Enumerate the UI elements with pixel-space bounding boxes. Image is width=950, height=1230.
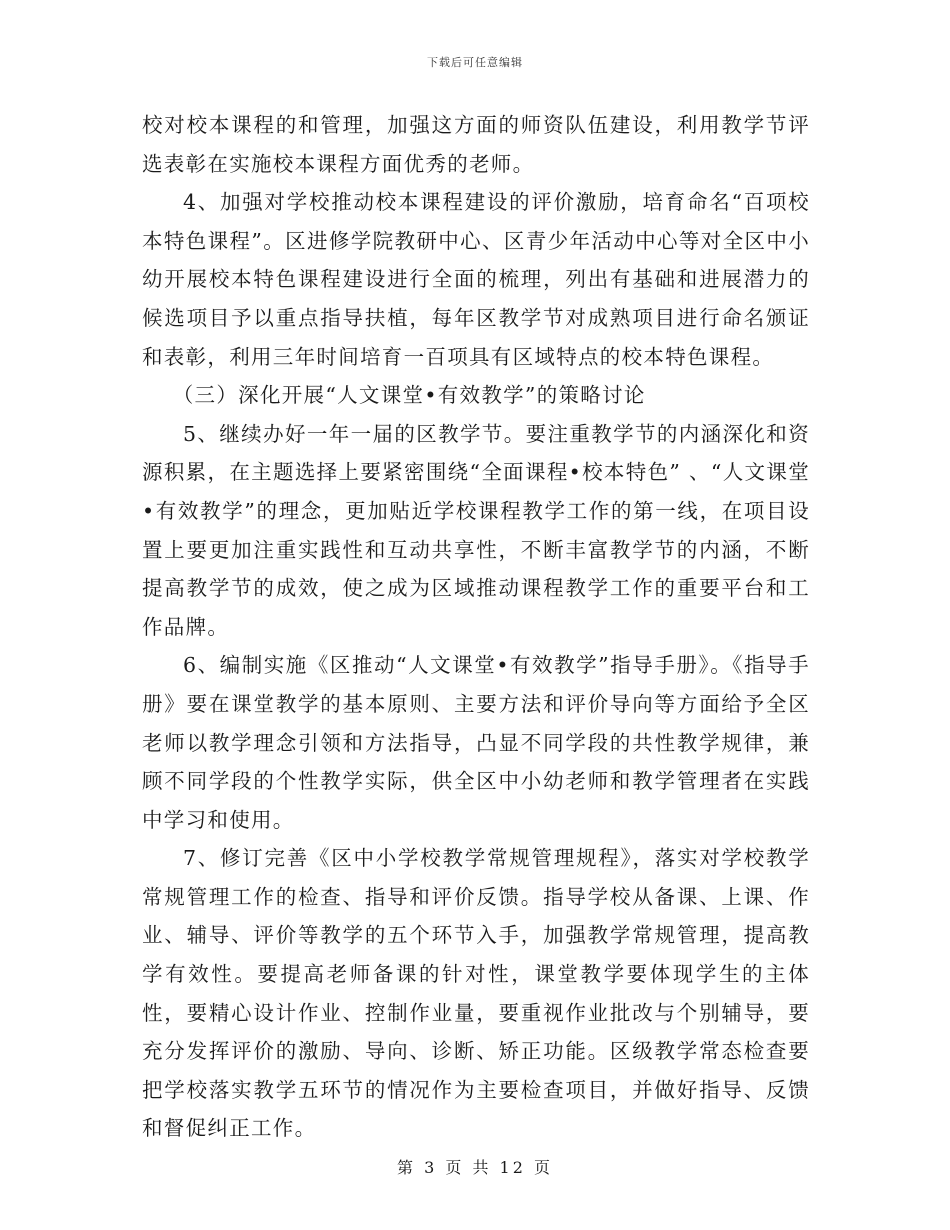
page-number-footer: 第 3 页 共 12 页	[397, 1158, 553, 1177]
body-content	[142, 106, 810, 1148]
paragraph-item-7: 7、修订完善《区中小学校教学常规管理规程》，落实对学校教学常规管理工作的检查、指导和评价反馈。指导学校从备课、上课、作业、辅导、评价等教学的五个环节入手，加强教学常规管理，提高教学有效性。要提高老师备课的针对性，课堂教学要体现学生的主体性，要精心设计作业、控制作业量，要重视作业批改与个别辅导，要充分发挥评价的激励、导向、诊断、矫正功能。区级教学常态检查要把学校落实教学五环节的情况作为主要检查项目，并做好指导、反馈和督促纠正工作。	[142, 846, 810, 1141]
section-heading-3: （三）深化开展“人文课堂•有效教学”的策略讨论	[172, 383, 646, 408]
paragraph-item-6: 6、编制实施《区推动“人文课堂•有效教学”指导手册》。《指导手册》要在课堂教学的基本原则、主要方法和评价导向等方面给予全区老师以教学理念引领和方法指导，凸显不同学段的共性教学规律，兼顾不同学段的个性教学实际，供全区中小幼老师和教学管理者在实践中学习和使用。	[142, 653, 810, 832]
paragraph-item-4: 4、加强对学校推动校本课程建设的评价激励，培育命名“百项校本特色课程”。区进修学院教研中心、区青少年活动中心等对全区中小幼开展校本特色课程建设进行全面的梳理，列出有基础和进展潜力的候选项目予以重点指导扶植，每年区教学节对成熟项目进行命名颁证和表彰，利用三年时间培育一百项具有区域特点的校本特色课程。	[142, 190, 810, 369]
paragraph-item-5: 5、继续办好一年一届的区教学节。要注重教学节的内涵深化和资源积累，在主题选择上要紧密围绕“全面课程•校本特色” 、“人文课堂•有效教学”的理念，更加贴近学校课程教学工作的第一线，在项目设置上要更加注重实践性和互动共享性，不断丰富教学节的内涵，不断提高教学节的成效，使之成为区域推动课程教学工作的重要平台和工作品牌。	[142, 421, 810, 639]
header-note: 下载后可任意编辑	[427, 56, 523, 69]
paragraph-continuation: 校对校本课程的和管理，加强这方面的师资队伍建设，利用教学节评选表彰在实施校本课程方面优秀的老师。	[142, 113, 810, 176]
